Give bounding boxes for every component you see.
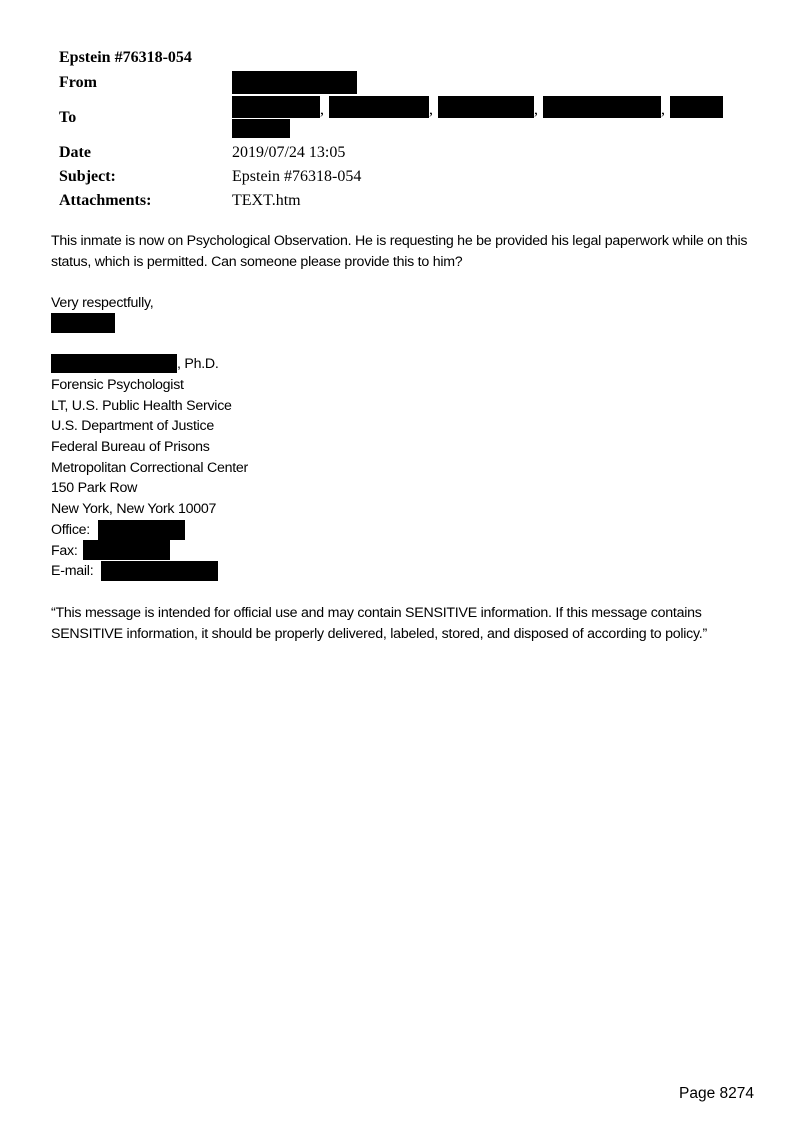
recipient-separator: ,	[661, 101, 665, 118]
page-number: Page 8274	[679, 1085, 754, 1102]
signature-line: U.S. Department of Justice	[51, 418, 215, 434]
message-body: This inmate is now on Psychological Observation. He is requesting he be provided his legal paperwork while on this status, which is permitted. Can someone please provide this to him?	[51, 233, 748, 270]
attachments-label: Attachments:	[59, 192, 152, 209]
recipient-separator: ,	[429, 101, 433, 118]
redacted-to-3	[438, 96, 534, 118]
fax-label: Fax:	[51, 543, 78, 559]
redacted-email	[101, 561, 218, 581]
signature-line: Metropolitan Correctional Center	[51, 460, 249, 476]
signature-line: 150 Park Row	[51, 480, 138, 496]
recipient-separator: ,	[320, 101, 324, 118]
redacted-to-4	[543, 96, 661, 118]
recipient-separator: ,	[534, 101, 538, 118]
office-label: Office:	[51, 522, 90, 538]
subject-value: Epstein #76318-054	[232, 168, 362, 185]
to-label: To	[59, 109, 77, 126]
signature-line: Federal Bureau of Prisons	[51, 439, 210, 455]
redacted-to-2	[329, 96, 429, 118]
redacted-office-phone	[98, 520, 185, 540]
redacted-to-6	[232, 119, 290, 138]
signature-line: LT, U.S. Public Health Service	[51, 398, 232, 414]
from-label: From	[59, 74, 97, 91]
date-label: Date	[59, 144, 91, 161]
redacted-from	[232, 71, 357, 94]
redacted-to-5	[670, 96, 723, 118]
credential: , Ph.D.	[177, 356, 219, 372]
attachment-filename: TEXT.htm	[232, 192, 301, 209]
redacted-to-1	[232, 96, 320, 118]
email-title: Epstein #76318-054	[59, 49, 192, 66]
redacted-fax	[83, 540, 170, 560]
date-value: 2019/07/24 13:05	[232, 144, 346, 161]
signature-line: New York, New York 10007	[51, 501, 217, 517]
email-label: E-mail:	[51, 563, 94, 579]
redacted-signoff-name	[51, 313, 115, 333]
signature-line: Forensic Psychologist	[51, 377, 184, 393]
disclaimer-text: “This message is intended for official use and may contain SENSITIVE information. If this message contains SENSITIVE information, it should be properly delivered, labeled, stored, and disposed of according to policy.”	[51, 605, 707, 642]
closing-text: Very respectfully,	[51, 295, 154, 311]
redacted-signature-name	[51, 354, 177, 373]
subject-label: Subject:	[59, 168, 116, 185]
